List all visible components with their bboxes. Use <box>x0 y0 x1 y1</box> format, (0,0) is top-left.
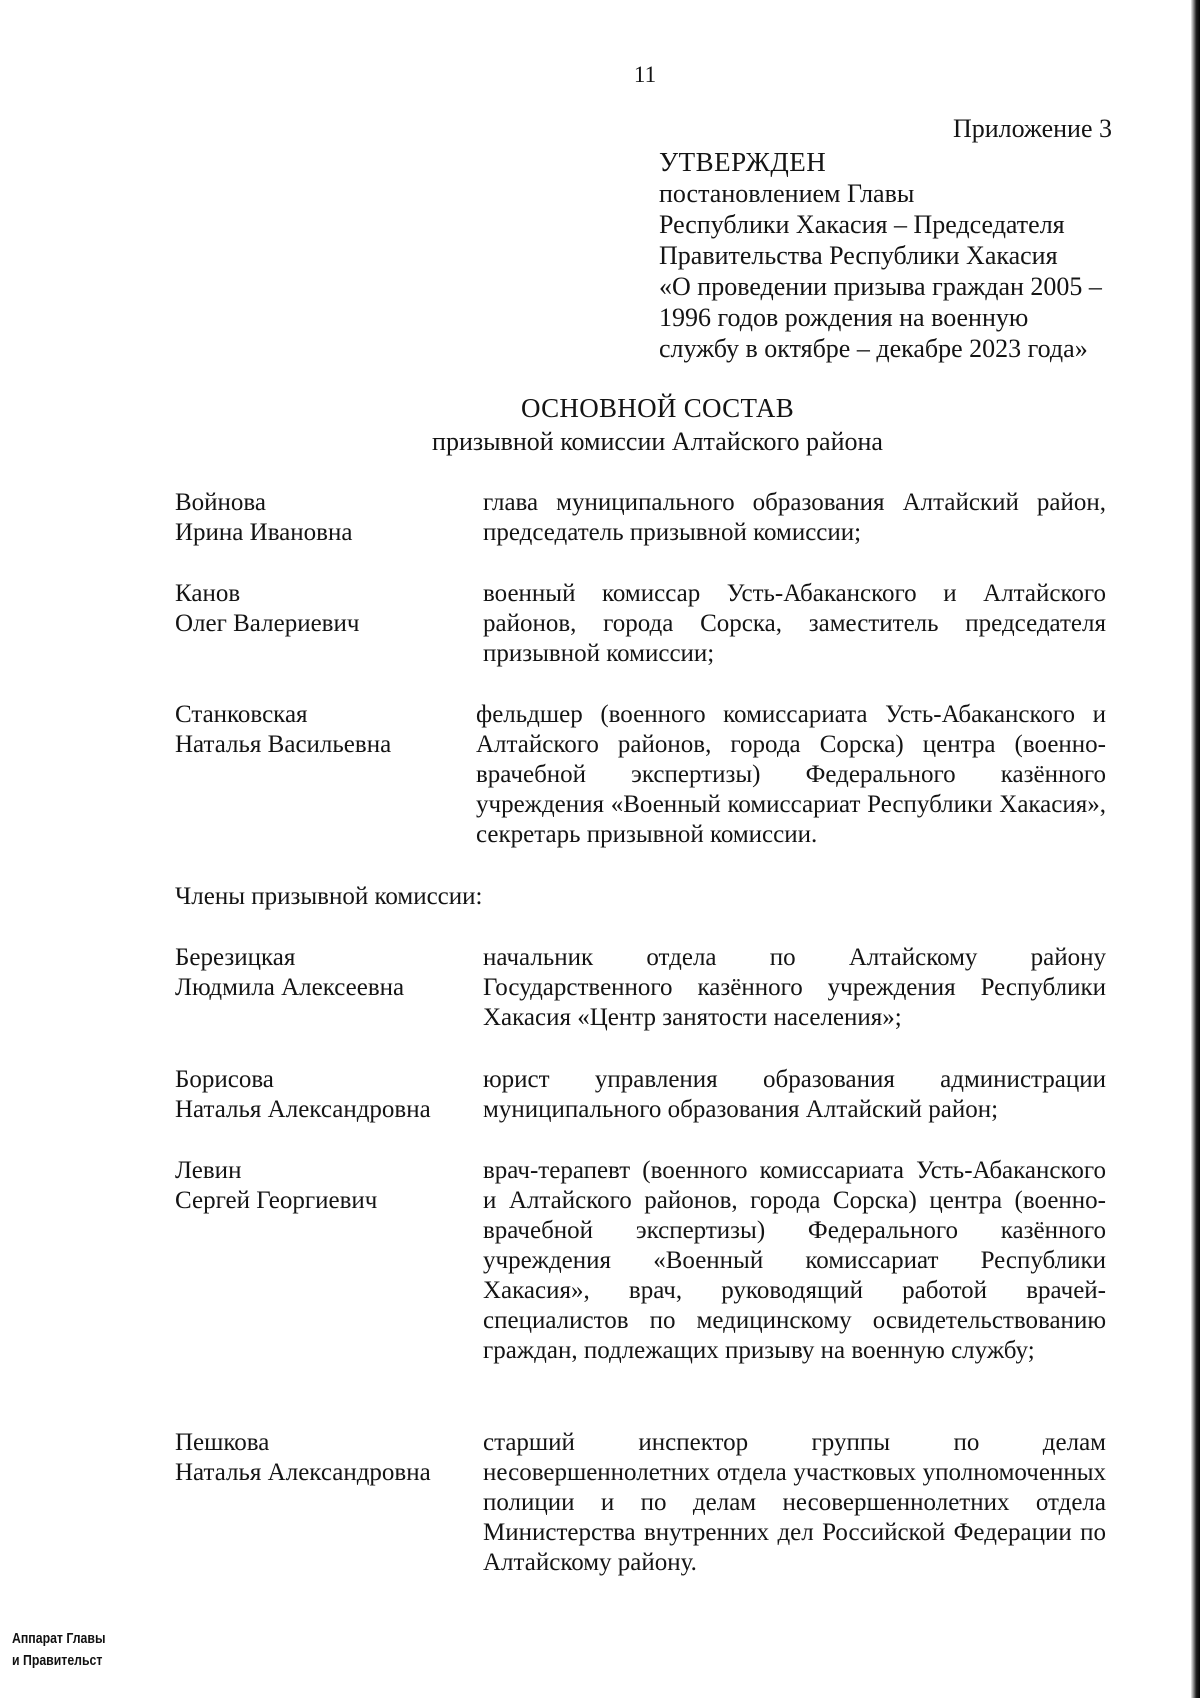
member-role: старший инспектор группы по делам несовершеннолетних отдела участковых уполномоченных полиции и по делам несовершеннолетних отдела Министерства внутренних дел Российской Федерации по Алтайскому району. <box>483 1429 1106 1576</box>
stamp-line: и Правительст <box>12 1652 103 1669</box>
approval-line: «О проведении призыва граждан 2005 – <box>659 272 1102 301</box>
approval-line: 1996 годов рождения на военную <box>659 303 1029 332</box>
appendix-label: Приложение 3 <box>952 114 1112 143</box>
member-given-name: Сергей Георгиевич <box>175 1187 378 1214</box>
stamp-line: Аппарат Главы <box>12 1630 106 1647</box>
member-role: военный комиссар Усть-Абаканского и Алтайского районов, города Сорска, заместитель председателя призывной комиссии; <box>483 580 1106 667</box>
member-role: начальник отдела по Алтайскому району Государственного казённого учреждения Республики Хакасия «Центр занятости населения»; <box>483 944 1106 1031</box>
scan-edge <box>1191 0 1200 1698</box>
member-role: юрист управления образования администрации муниципального образования Алтайский район; <box>483 1066 1106 1123</box>
member-name <box>175 488 475 548</box>
member-name <box>175 1156 475 1216</box>
member-surname: Левин <box>175 1157 242 1184</box>
member-surname: Станковская <box>175 701 308 728</box>
member-given-name: Наталья Васильевна <box>175 731 392 758</box>
members-heading: Члены призывной комиссии: <box>175 883 483 910</box>
member-given-name: Людмила Алексеевна <box>175 974 405 1001</box>
approval-line: Правительства Республики Хакасия <box>659 241 1058 270</box>
member-surname: Пешкова <box>175 1429 270 1456</box>
member-given-name: Олег Валериевич <box>175 610 360 637</box>
page-number: 11 <box>633 62 657 87</box>
approval-line: службу в октябре – декабре 2023 года» <box>659 334 1088 363</box>
member-given-name: Наталья Александровна <box>175 1459 431 1486</box>
approval-line: постановлением Главы <box>659 179 915 208</box>
approval-heading: УТВЕРЖДЕН <box>659 147 827 177</box>
title-subtitle: призывной комиссии Алтайского района <box>432 427 883 456</box>
member-role: глава муниципального образования Алтайский район, председатель призывной комиссии; <box>483 489 1106 546</box>
member-name <box>175 1065 475 1125</box>
title-main: ОСНОВНОЙ СОСТАВ <box>520 393 795 423</box>
member-surname: Борисова <box>175 1066 274 1093</box>
approval-block <box>659 147 1119 364</box>
member-given-name: Наталья Александровна <box>175 1096 431 1123</box>
member-surname: Войнова <box>175 489 267 516</box>
member-name <box>175 943 475 1003</box>
member-role: фельдшер (военного комиссариата Усть-Абаканского и Алтайского районов, города Сорска) центра (военно-врачебной экспертизы) Федерального казённого учреждения «Военный комиссариат Республики Хакасия», секретарь призывной комиссии. <box>476 701 1106 848</box>
approval-line: Республики Хакасия – Председателя <box>659 210 1065 239</box>
document-title <box>0 392 1200 458</box>
member-given-name: Ирина Ивановна <box>175 519 353 546</box>
registration-stamp <box>12 1628 135 1672</box>
member-surname: Березицкая <box>175 944 296 971</box>
member-name <box>175 700 475 760</box>
member-name <box>175 579 475 639</box>
member-surname: Канов <box>175 580 241 607</box>
member-name <box>175 1428 475 1488</box>
member-role: врач-терапевт (военного комиссариата Усть-Абаканского и Алтайского районов, города Сорска) центра (военно-врачебной экспертизы) Федерального казённого учреждения «Военный комиссариат Республики Хакасия», врач, руководящий работой врачей-специалистов по медицинскому освидетельствованию граждан, подлежащих призыву на военную службу; <box>483 1157 1106 1364</box>
